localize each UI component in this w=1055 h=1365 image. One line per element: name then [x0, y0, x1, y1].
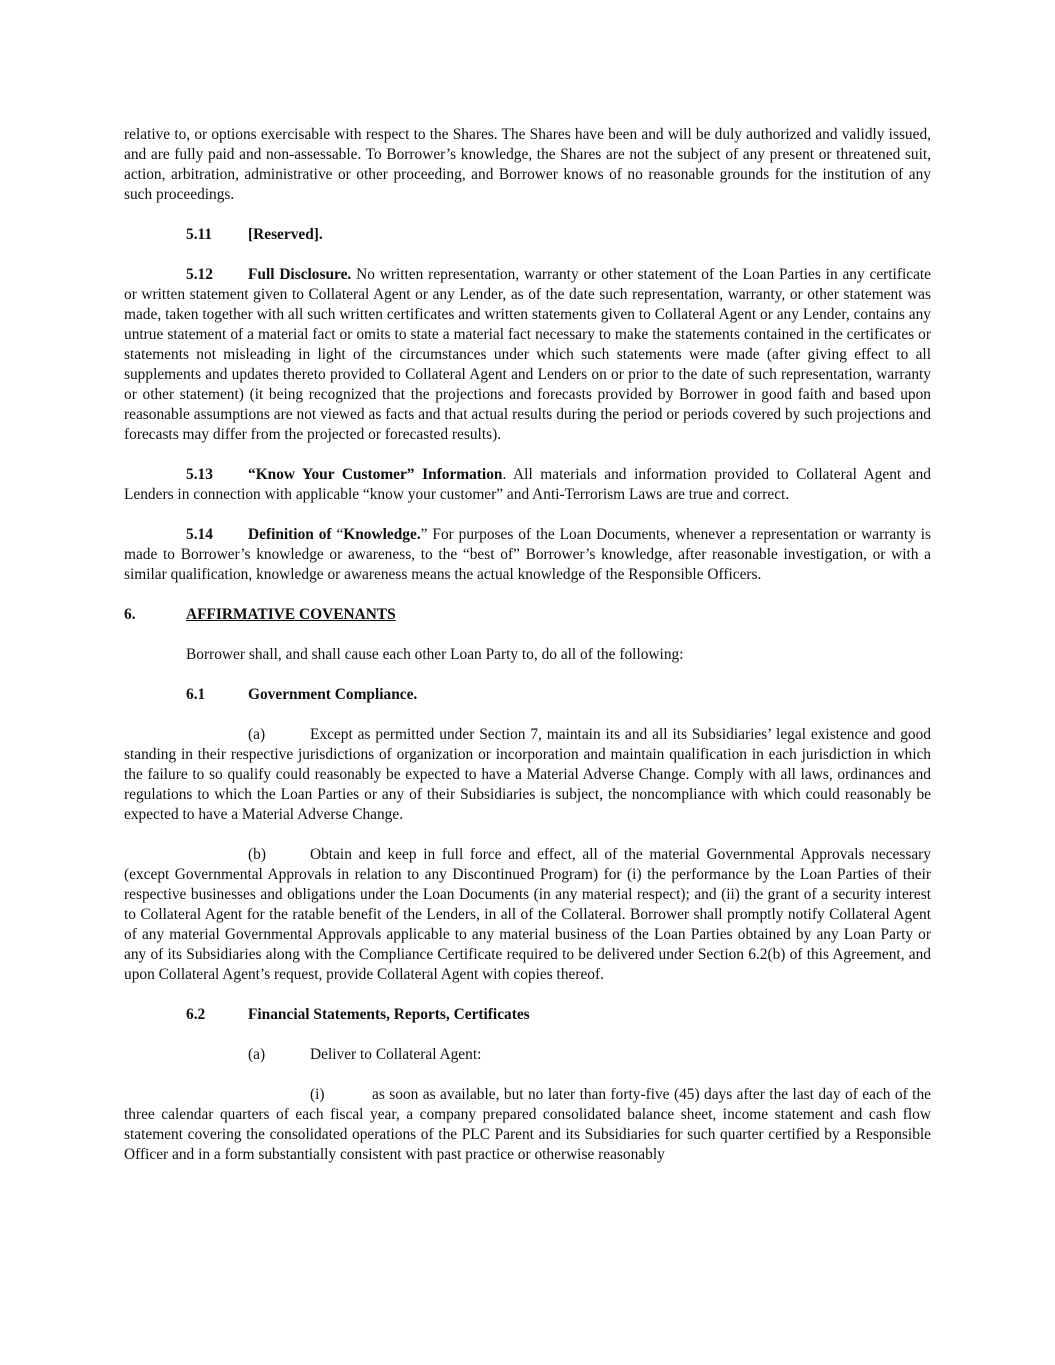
section-5-12 [124, 265, 931, 445]
clause-body: Obtain and keep in full force and effect, all of the material Governmental Approvals necessary (except Governmental Approvals in relation to any Discontinued Program) for (i) the performance by the Loan Parties of their respective businesses and obligations under the Loan Documents (in any material respect); and (ii) the grant of a security interest to Collateral Agent for the ratable benefit of the Lenders, in all of the Collateral. Borrower shall promptly notify Collateral Agent of any material Governmental Approvals applicable to any material business of the Loan Parties obtained by any Loan Party or any of its Subsidiaries along with the Compliance Certificate required to be delivered under Section 6.2(b) of this Agreement, and upon Collateral Agent’s request, provide Collateral Agent with copies thereof. [124, 846, 931, 983]
section-6-1-b [124, 845, 931, 985]
section-title: “Know Your Customer” Information [248, 466, 503, 483]
section-body: ” For purposes of the Loan Documents, whenever a representation or warranty is made to Borrower’s knowledge or awareness, to the “best of” Borrower’s knowledge, after reasonable investigation, or with a similar qualification, knowledge or awareness means the actual knowledge of the Responsible Officers. [124, 526, 931, 583]
section-6-1 [124, 685, 931, 705]
section-title: Definition of [248, 526, 337, 543]
section-title: Financial Statements, Reports, Certificates [248, 1006, 530, 1023]
section-6-2-a-i [124, 1085, 931, 1165]
section-5-14 [124, 525, 931, 585]
open-quote: “ [336, 526, 344, 543]
clause-label: (a) [248, 726, 266, 743]
intro-paragraph: relative to, or options exercisable with respect to the Shares. The Shares have been and will be duly authorized and validly issued, and are fully paid and non-assessable. To Borrower’s knowledge, the Shares are not the subject of any present or threatened suit, action, arbitration, administrative or other proceeding, and Borrower knows of no reasonable grounds for the institution of any such proceedings. [124, 126, 931, 203]
section-title: [Reserved]. [248, 226, 323, 243]
section-title: Government Compliance. [248, 686, 418, 703]
article-number: 6. [124, 606, 136, 623]
section-6-1-a [124, 725, 931, 825]
article-title: AFFIRMATIVE COVENANTS [186, 606, 396, 623]
section-5-11 [124, 225, 931, 245]
section-body: . All materials and information provided to Collateral Agent and Lenders in connection with applicable “know your customer” and Anti-Terrorism Laws are true and correct. [124, 466, 931, 503]
article-6-heading [124, 605, 931, 625]
clause-body: as soon as available, but no later than forty-five (45) days after the last day of each of the three calendar quarters of each fiscal year, a company prepared consolidated balance sheet, income statement and cash flow statement covering the consolidated operations of the PLC Parent and its Subsidiaries for such quarter certified by a Responsible Officer and in a form substantially consistent with past practice or otherwise reasonably [124, 1086, 931, 1163]
document-page [124, 125, 931, 1185]
section-title-term: Knowledge. [343, 526, 421, 543]
clause-label: (a) [248, 1046, 266, 1063]
section-5-13 [124, 465, 931, 505]
section-6-2-a [124, 1045, 931, 1065]
section-number: 6.2 [186, 1006, 206, 1023]
section-6-2 [124, 1005, 931, 1025]
clause-body: Deliver to Collateral Agent: [310, 1046, 482, 1063]
section-number: 5.14 [186, 526, 213, 543]
section-number: 5.11 [186, 226, 213, 243]
article-6-lead: Borrower shall, and shall cause each other Loan Party to, do all of the following: [186, 646, 684, 663]
section-number: 5.12 [186, 266, 213, 283]
clause-label: (i) [310, 1086, 325, 1103]
section-number: 5.13 [186, 466, 213, 483]
clause-label: (b) [248, 846, 266, 863]
section-body: No written representation, warranty or other statement of the Loan Parties in any certificate or written statement given to Collateral Agent or any Lender, as of the date such representation, warranty, or other statement was made, taken together with all such written certificates and written statements given to Collateral Agent or any Lender, contains any untrue statement of a material fact or omits to state a material fact necessary to make the statements contained in the certificates or statements not misleading in light of the circumstances under which such statements were made (after giving effect to all supplements and updates thereto provided to Collateral Agent and Lenders on or prior to the date of such representation, warranty or other statement) (it being recognized that the projections and forecasts provided by Borrower in good faith and based upon reasonable assumptions are not viewed as facts and that actual results during the period or periods covered by such projections and forecasts may differ from the projected or forecasted results). [124, 266, 932, 443]
section-title: Full Disclosure. [248, 266, 352, 283]
clause-body: Except as permitted under Section 7, maintain its and all its Subsidiaries’ legal existence and good standing in their respective jurisdictions of organization or incorporation and maintain qualification in each jurisdiction in which the failure to so qualify could reasonably be expected to have a Material Adverse Change. Comply with all laws, ordinances and regulations to which the Loan Parties or any of their Subsidiaries is subject, the noncompliance with which could reasonably be expected to have a Material Adverse Change. [124, 726, 931, 823]
section-number: 6.1 [186, 686, 206, 703]
